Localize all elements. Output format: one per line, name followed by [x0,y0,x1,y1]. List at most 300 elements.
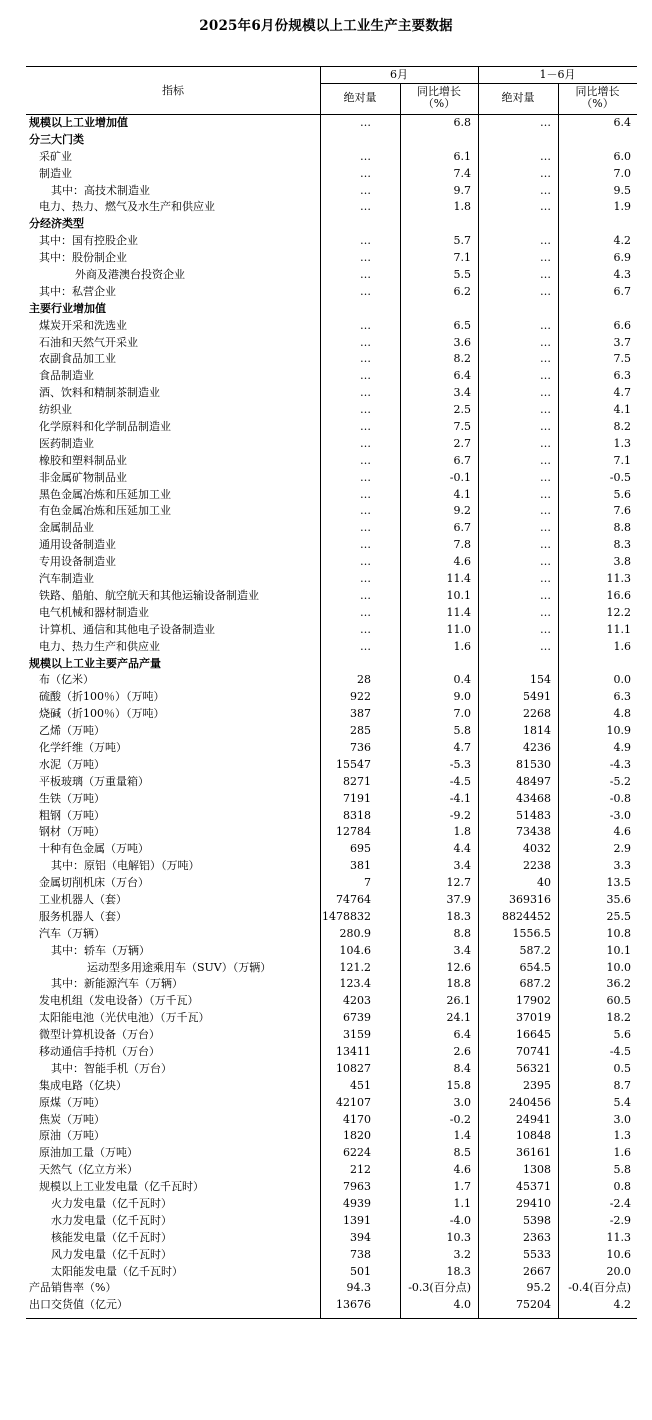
ytd-absolute-cell: 1814 [523,724,551,738]
page-title: 2025年6月份规模以上工业生产主要数据 [199,18,453,34]
table-row [26,605,637,622]
table-row [26,149,637,166]
ytd-absolute-cell: … [540,284,551,298]
ytd-absolute-cell: 5491 [523,690,551,704]
table-row [26,183,637,200]
ytd-yoy-cell: 4.2 [613,234,631,248]
ytd-absolute-cell: 5533 [523,1247,551,1261]
june-yoy-cell: 6.8 [453,116,471,129]
june-yoy-cell: 37.9 [446,892,471,906]
ytd-absolute-cell: 2667 [523,1264,551,1278]
table-row [26,402,637,419]
june-absolute-cell: 451 [350,1078,371,1092]
june-yoy-cell: 2.6 [453,1044,471,1058]
june-yoy-cell: 9.7 [453,183,471,197]
row-label: 其中：高技术制造业 [51,183,150,197]
row-label: 主要行业增加值 [29,301,106,315]
section-row [26,656,637,673]
ytd-yoy-cell: 12.2 [606,605,631,619]
ytd-yoy-cell: 36.2 [606,977,631,991]
june-yoy-cell: 8.5 [453,1146,471,1160]
june-absolute-cell: … [360,116,371,129]
june-yoy-cell: 1.1 [453,1197,471,1210]
june-abs-header: 绝对量 [343,91,377,104]
ytd-yoy-cell: 35.6 [606,892,631,906]
table-row [26,503,637,520]
row-label: 石油和天然气开采业 [39,335,138,349]
table-row [26,875,637,892]
june-absolute-cell: … [360,403,371,417]
ytd-yoy-cell: 1.3 [613,1129,631,1143]
ytd-yoy-cell: 8.7 [613,1078,631,1092]
ytd-yoy-cell: -2.4 [609,1197,631,1210]
ytd-absolute-cell: … [540,335,551,349]
yoy-unit: （%） [581,97,614,110]
table-row [26,1162,637,1179]
june-yoy-cell: 0.4 [453,673,471,687]
table-row [26,487,637,504]
ytd-absolute-cell: 29410 [516,1197,551,1210]
ytd-absolute-cell: 2268 [523,707,551,721]
row-label: 电力、热力、燃气及水生产和供应业 [39,200,215,214]
june-yoy-cell: -0.2 [449,1112,471,1126]
row-label: 非金属矿物制品业 [39,470,127,484]
ytd-yoy-cell: 1.6 [613,639,631,653]
table-row [26,571,637,588]
row-label: 专用设备制造业 [39,555,116,569]
table-row [26,284,637,301]
ytd-yoy-cell: 7.0 [613,166,631,180]
ytd-yoy-cell: 6.3 [613,690,631,704]
table-row [26,774,637,791]
june-yoy-cell: -4.0 [449,1213,471,1227]
table-row [26,1112,637,1129]
june-absolute-cell: … [360,200,371,214]
ytd-yoy-cell: 60.5 [606,994,631,1008]
row-label: 其中：原铝（电解铝）（万吨） [51,859,200,873]
june-yoy-cell: 18.3 [446,1264,471,1278]
ytd-absolute-cell: … [540,352,551,366]
june-absolute-cell: 8318 [343,808,371,822]
june-yoy-cell: 6.7 [453,453,471,467]
june-absolute-cell: 212 [350,1163,371,1177]
ytd-yoy-cell: 10.6 [606,1247,631,1261]
row-label: 规模以上工业发电量（亿千瓦时） [39,1180,204,1194]
row-label: 金属制品业 [39,521,94,535]
row-label: 化学纤维（万吨） [39,740,127,754]
ytd-yoy-cell: 6.7 [613,284,631,298]
june-yoy-cell: 4.1 [453,487,471,501]
june-absolute-cell: 501 [350,1264,371,1278]
table-row [26,706,637,723]
row-label: 核能发电量（亿千瓦时） [51,1230,172,1244]
ytd-yoy-cell: 2.9 [613,842,631,856]
ytd-header: 1－6月 [539,68,576,81]
yoy-unit: （%） [422,97,456,110]
row-label: 汽车（万辆） [39,926,105,940]
section-row [26,115,637,132]
row-label: 平板玻璃（万重量箱） [39,774,149,788]
table-row [26,909,637,926]
table-row [26,588,637,605]
table-row [26,1145,637,1162]
june-yoy-cell: 12.7 [446,876,471,890]
ytd-absolute-cell: 154 [530,673,551,687]
june-absolute-cell: 6224 [343,1146,371,1160]
row-label: 生铁（万吨） [39,791,105,805]
row-label: 有色金属冶炼和压延加工业 [39,504,171,518]
ytd-absolute-cell: 48497 [516,774,551,788]
june-absolute-cell: 4203 [343,994,371,1008]
ytd-yoy-cell: 0.8 [613,1180,631,1194]
data-table-body [26,115,637,1314]
table-row [26,841,637,858]
table-row [26,808,637,825]
june-yoy-cell: 1.8 [453,200,471,214]
june-yoy-cell: 4.6 [453,555,471,569]
ytd-absolute-cell: 8824452 [502,909,551,923]
row-label: 食品制造业 [39,369,94,383]
ytd-absolute-cell: 36161 [516,1146,551,1160]
june-yoy-cell: 7.5 [453,420,471,434]
ytd-yoy-cell: 20.0 [606,1264,631,1278]
row-label: 外商及港澳台投资企业 [75,268,185,282]
ytd-absolute-cell: … [540,149,551,163]
table-bottom-rule [26,1318,637,1319]
ytd-yoy-cell: 5.6 [613,487,631,501]
row-label: 水力发电量（亿千瓦时） [51,1213,172,1227]
ytd-absolute-cell: … [540,369,551,383]
table-row [26,470,637,487]
june-absolute-cell: 10827 [336,1061,371,1075]
ytd-yoy-cell: 25.5 [606,909,631,923]
table-row [26,1061,637,1078]
ytd-absolute-cell: 1556.5 [512,926,551,940]
table-row [26,858,637,875]
june-absolute-cell: 1820 [343,1129,371,1143]
ytd-absolute-cell: … [540,183,551,197]
ytd-yoy-cell: 6.9 [613,251,631,265]
row-label: 电气机械和器材制造业 [39,605,149,619]
table-row [26,1230,637,1247]
june-absolute-cell: … [360,639,371,653]
ytd-absolute-cell: … [540,403,551,417]
june-absolute-cell: … [360,555,371,569]
table-row [26,166,637,183]
june-yoy-cell: 4.7 [453,740,471,754]
row-label: 采矿业 [39,149,72,163]
row-label: 太阳能发电量（亿千瓦时） [51,1264,183,1278]
row-label: 移动通信手持机（万台） [39,1044,160,1058]
june-absolute-cell: … [360,284,371,298]
june-yoy-cell: 4.0 [453,1298,471,1312]
june-absolute-cell: 387 [350,707,371,721]
june-yoy-cell: 2.7 [453,436,471,450]
ytd-absolute-cell: … [540,605,551,619]
june-yoy-cell: 11.0 [446,622,471,636]
june-yoy-cell: -5.3 [449,757,471,771]
row-label: 分三大门类 [29,132,84,146]
june-absolute-cell: 13676 [336,1298,371,1312]
ytd-absolute-cell: 2238 [523,859,551,873]
june-absolute-cell: … [360,318,371,332]
row-label: 规模以上工业增加值 [29,116,128,129]
june-absolute-cell: 7191 [343,791,371,805]
june-yoy-cell: 1.6 [453,639,471,653]
june-yoy-cell: 7.0 [453,707,471,721]
june-absolute-cell: 94.3 [346,1281,371,1295]
ytd-absolute-cell: … [540,538,551,552]
ytd-absolute-cell: … [540,200,551,214]
row-label: 其中：新能源汽车（万辆） [51,977,183,991]
table-row [26,1213,637,1230]
ytd-yoy-cell: 5.6 [613,1028,631,1042]
row-label: 服务机器人（套） [39,909,127,923]
june-absolute-cell: 394 [350,1230,371,1244]
table-row [26,960,637,977]
table-row [26,385,637,402]
table-row [26,419,637,436]
row-label: 出口交货值（亿元） [29,1298,128,1312]
june-absolute-cell: … [360,453,371,467]
section-row [26,216,637,233]
ytd-absolute-cell: 40 [537,876,551,890]
ytd-yoy-cell: -0.5 [609,470,631,484]
june-absolute-cell: … [360,234,371,248]
june-absolute-cell: … [360,538,371,552]
ytd-yoy-cell: -2.9 [609,1213,631,1227]
row-label: 天然气（亿立方米） [39,1163,138,1177]
ytd-yoy-cell: 11.3 [606,572,631,586]
row-label: 铁路、船舶、航空航天和其他运输设备制造业 [39,588,259,602]
row-label: 烧碱（折100％）（万吨） [39,707,165,721]
row-label: 医药制造业 [39,436,94,450]
june-absolute-cell: 922 [350,690,371,704]
ytd-yoy-cell: 1.3 [613,436,631,450]
june-yoy-cell: 1.8 [453,825,471,839]
ytd-yoy-cell: 4.6 [613,825,631,839]
divider [320,83,637,84]
ytd-yoy-cell: 3.0 [613,1112,631,1126]
june-absolute-cell: 695 [350,842,371,856]
june-yoy-cell: 3.4 [453,943,471,957]
june-yoy-cell: 7.8 [453,538,471,552]
june-absolute-cell: … [360,605,371,619]
table-row [26,1179,637,1196]
june-yoy-cell: -4.5 [449,774,471,788]
row-label: 微型计算机设备（万台） [39,1028,160,1042]
ytd-yoy-cell: 4.7 [613,386,631,400]
table-row [26,926,637,943]
table-row [26,689,637,706]
row-label: 通用设备制造业 [39,538,116,552]
ytd-absolute-cell: 75204 [516,1298,551,1312]
june-header: 6月 [390,68,408,81]
table-row [26,1280,637,1297]
ytd-absolute-cell: 2395 [523,1078,551,1092]
june-absolute-cell: 121.2 [339,960,371,974]
table-row [26,622,637,639]
row-label: 钢材（万吨） [39,825,105,839]
june-absolute-cell: … [360,386,371,400]
ytd-yoy-cell: 0.5 [613,1061,631,1075]
ytd-yoy-cell: 11.1 [606,622,631,636]
ytd-absolute-cell: … [540,251,551,265]
ytd-absolute-cell: 4236 [523,740,551,754]
june-absolute-cell: 104.6 [339,943,371,957]
june-absolute-cell: 1391 [343,1213,371,1227]
june-yoy-cell: 10.1 [446,588,471,602]
row-label: 计算机、通信和其他电子设备制造业 [39,622,215,636]
ytd-absolute-cell: 2363 [523,1230,551,1244]
row-label: 其中：股份制企业 [39,251,127,265]
ytd-absolute-cell: 95.2 [526,1281,551,1295]
ytd-yoy-cell: 3.7 [613,335,631,349]
june-yoy-cell: -4.1 [449,791,471,805]
june-yoy-header [400,86,478,110]
june-absolute-cell: 4170 [343,1112,371,1126]
ytd-absolute-cell: … [540,487,551,501]
row-label: 产品销售率（%） [29,1281,117,1295]
ytd-absolute-cell: 240456 [509,1095,551,1109]
ytd-yoy-cell: 18.2 [606,1011,631,1025]
row-label: 粗钢（万吨） [39,808,105,822]
ytd-yoy-cell: 4.9 [613,740,631,754]
table-header [26,66,637,115]
ytd-yoy-cell: 5.4 [613,1095,631,1109]
table-row [26,993,637,1010]
indicator-header: 指标 [162,84,184,97]
row-label: 乙烯（万吨） [39,724,105,738]
ytd-absolute-cell: … [540,268,551,282]
june-yoy-cell: 4.6 [453,1163,471,1177]
table-row [26,351,637,368]
june-yoy-cell: 12.6 [446,960,471,974]
ytd-yoy-cell: -0.8 [609,791,631,805]
june-absolute-cell: … [360,572,371,586]
row-label: 硫酸（折100％）（万吨） [39,690,165,704]
ytd-absolute-cell: 45371 [516,1180,551,1194]
ytd-yoy-cell: 10.9 [606,724,631,738]
table-row [26,436,637,453]
ytd-yoy-cell: 10.1 [606,943,631,957]
ytd-absolute-cell: … [540,166,551,180]
table-row [26,1264,637,1281]
june-absolute-cell: … [360,251,371,265]
ytd-yoy-cell: -4.5 [609,1044,631,1058]
ytd-yoy-cell: -5.2 [609,774,631,788]
row-label: 煤炭开采和洗选业 [39,318,127,332]
row-label: 农副食品加工业 [39,352,116,366]
june-absolute-cell: 15547 [336,757,371,771]
june-yoy-cell: 24.1 [446,1011,471,1025]
ytd-absolute-cell: … [540,420,551,434]
row-label: 电力、热力生产和供应业 [39,639,160,653]
table-row [26,892,637,909]
ytd-yoy-cell: 13.5 [606,876,631,890]
table-row [26,1297,637,1314]
ytd-yoy-cell: -4.3 [609,757,631,771]
ytd-yoy-cell: 10.0 [606,960,631,974]
june-yoy-cell: 8.2 [453,352,471,366]
june-absolute-cell: 280.9 [339,926,371,940]
june-absolute-cell: … [360,335,371,349]
june-absolute-cell: … [360,369,371,383]
june-yoy-cell: 11.4 [446,572,471,586]
ytd-absolute-cell: … [540,572,551,586]
table-row [26,1027,637,1044]
ytd-absolute-cell: 70741 [516,1044,551,1058]
ytd-yoy-cell: 1.9 [613,200,631,214]
june-absolute-cell: 8271 [343,774,371,788]
ytd-yoy-cell: 7.6 [613,504,631,518]
table-row [26,199,637,216]
ytd-absolute-cell: … [540,555,551,569]
june-absolute-cell: 123.4 [339,977,371,991]
june-yoy-cell: 9.2 [453,504,471,518]
ytd-absolute-cell: … [540,622,551,636]
table-row [26,1196,637,1213]
june-yoy-cell: 8.8 [453,926,471,940]
june-yoy-cell: 15.8 [446,1078,471,1092]
ytd-absolute-cell: … [540,386,551,400]
row-label: 其中：国有控股企业 [39,234,138,248]
june-yoy-cell: 8.4 [453,1061,471,1075]
june-absolute-cell: … [360,420,371,434]
ytd-yoy-cell: 6.6 [613,318,631,332]
table-row [26,1078,637,1095]
june-yoy-cell: 3.6 [453,335,471,349]
june-absolute-cell: … [360,149,371,163]
row-label: 汽车制造业 [39,572,94,586]
ytd-yoy-cell: 4.2 [613,1298,631,1312]
june-yoy-cell: 9.0 [453,690,471,704]
row-label: 水泥（万吨） [39,757,105,771]
ytd-absolute-cell: … [540,234,551,248]
june-yoy-cell: 10.3 [446,1230,471,1244]
ytd-absolute-cell: 37019 [516,1011,551,1025]
ytd-absolute-cell: 51483 [516,808,551,822]
ytd-yoy-cell: 1.6 [613,1146,631,1160]
ytd-yoy-cell: 7.1 [613,453,631,467]
row-label: 制造业 [39,166,72,180]
table-row [26,757,637,774]
ytd-yoy-cell: 8.2 [613,420,631,434]
row-label: 焦炭（万吨） [39,1112,105,1126]
june-absolute-cell: … [360,183,371,197]
june-absolute-cell: 74764 [336,892,371,906]
ytd-absolute-cell: … [540,453,551,467]
table-row [26,824,637,841]
june-absolute-cell: 285 [350,724,371,738]
ytd-absolute-cell: … [540,639,551,653]
ytd-yoy-cell: 7.5 [613,352,631,366]
ytd-absolute-cell: 369316 [509,892,551,906]
june-absolute-cell: 381 [350,859,371,873]
june-absolute-cell: 7963 [343,1180,371,1194]
table-row [26,267,637,284]
table-row [26,723,637,740]
ytd-abs-header: 绝对量 [501,91,535,104]
row-label: 黑色金属冶炼和压延加工业 [39,487,171,501]
ytd-yoy-cell: 0.0 [613,673,631,687]
june-absolute-cell: … [360,487,371,501]
ytd-yoy-cell: 6.3 [613,369,631,383]
june-yoy-cell: -0.3(百分点) [408,1281,471,1295]
row-label: 金属切削机床（万台） [39,876,149,890]
june-absolute-cell: 3159 [343,1028,371,1042]
ytd-absolute-cell: 56321 [516,1061,551,1075]
